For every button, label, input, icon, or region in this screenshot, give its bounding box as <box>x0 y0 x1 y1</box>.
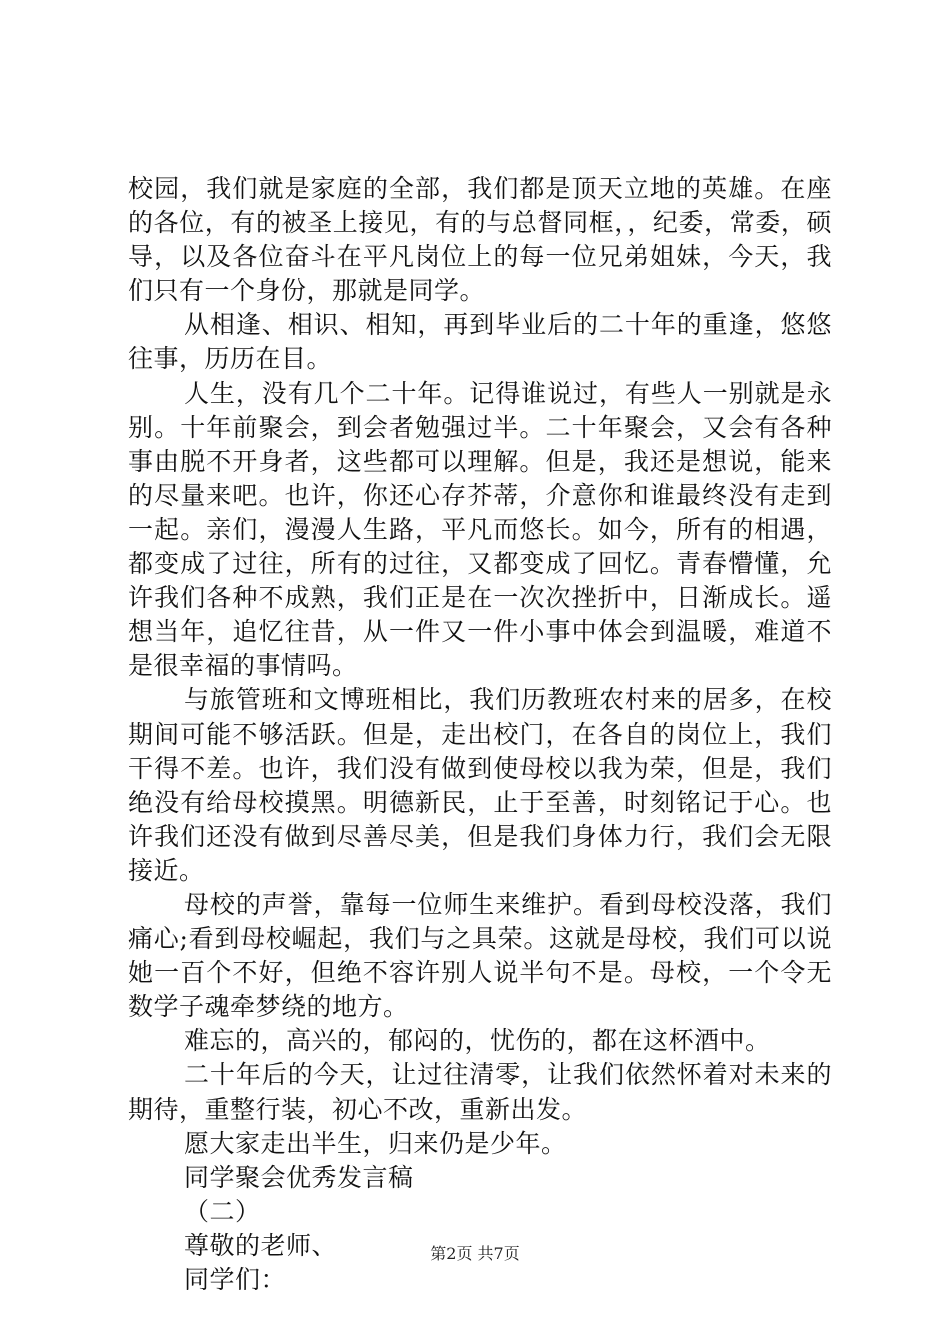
paragraph: 二十年后的今天，让过往清零，让我们依然怀着对未来的期待，重整行装，初心不改，重新出发。 <box>128 1060 832 1124</box>
section-number: （二） <box>184 1196 261 1226</box>
paragraph-continuation: 校园，我们就是家庭的全部，我们都是顶天立地的英雄。在座的各位，有的被圣上接见，有的与总督同框，，纪委，常委，硕导，以及各位奋斗在平凡岗位上的每一位兄弟姐妹，今天，我们只有一个身份，那就是同学。 <box>128 174 832 306</box>
paragraph: 难忘的，高兴的，郁闷的，忧伤的，都在这杯酒中。 <box>184 1026 771 1056</box>
paragraph: 母校的声誉，靠每一位师生来维护。看到母校没落，我们痛心;看到母校崛起，我们与之具荣。这就是母校，我们可以说她一百个不好，但绝不容许别人说半句不是。母校，一个令无数学子魂牵梦绕的地方。 <box>128 889 832 1022</box>
section-title: 同学聚会优秀发言稿 <box>184 1162 414 1192</box>
salutation: 尊敬的老师、 <box>184 1230 338 1260</box>
paragraph: 从相逢、相识、相知，再到毕业后的二十年的重逢，悠悠往事，历历在目。 <box>128 310 832 374</box>
paragraph: 愿大家走出半生，归来仍是少年。 <box>184 1128 567 1158</box>
paragraph: 与旅管班和文博班相比，我们历教班农村来的居多，在校期间可能不够活跃。但是，走出校门，在各自的岗位上，我们干得不差。也许，我们没有做到使母校以我为荣，但是，我们绝没有给母校摸黑。明德新民，止于至善，时刻铭记于心。也许我们还没有做到尽善尽美，但是我们身体力行，我们会无限接近。 <box>128 685 832 885</box>
page-footer <box>0 1244 950 1264</box>
document-body <box>128 172 832 1297</box>
page-number: 第2页 共7页 <box>430 1244 520 1263</box>
paragraph: 人生，没有几个二十年。记得谁说过，有些人一别就是永别。十年前聚会，到会者勉强过半。二十年聚会，又会有各种事由脱不开身者，这些都可以理解。但是，我还是想说，能来的尽量来吧。也许，你还心存芥蒂，介意你和谁最终没有走到一起。亲们，漫漫人生路，平凡而悠长。如今，所有的相遇，都变成了过往，所有的过往，又都变成了回忆。青春懵懂，允许我们各种不成熟，我们正是在一次次挫折中，日渐成长。遥想当年，追忆往昔，从一件又一件小事中体会到温暖，难道不是很幸福的事情吗。 <box>128 378 832 681</box>
salutation: 同学们： <box>184 1265 287 1294</box>
